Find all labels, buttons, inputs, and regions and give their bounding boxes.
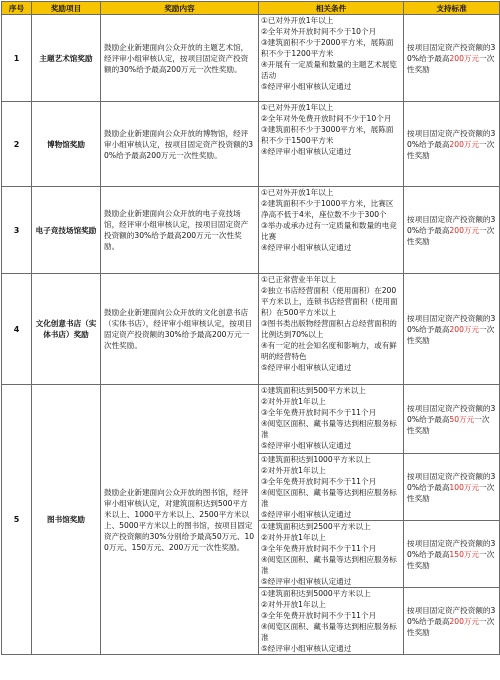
standard-text: 按项目固定资产投资额的30%给予最高 (407, 605, 496, 626)
row-reward-content: 鼓励企业新建面向公众开放的图书馆，经评审小组审核认定，对建筑面积达到500平方米以上、1000平方米以上、2500平方米以上、5000平方米以上的图书馆，按项目固定资产投资额的30%分别给予最高50万元、100万元、150万元、200万元一次性奖励。 (101, 385, 259, 655)
row-support-standard (404, 454, 500, 521)
row-conditions (259, 521, 404, 588)
condition-item: ④经评审小组审核认定通过 (261, 243, 352, 252)
row-conditions (259, 454, 404, 521)
row-support-standard (404, 274, 500, 385)
row-conditions (259, 102, 404, 187)
condition-item: ④阅览区面积、藏书量等达到相应服务标准 (261, 419, 397, 439)
standard-suffix: 一次性奖励 (407, 225, 495, 246)
header-project: 奖励项目 (32, 2, 101, 15)
row-project-name: 主题艺术馆奖励 (32, 15, 101, 102)
table-body (2, 15, 500, 655)
row-conditions (259, 385, 404, 454)
standard-text: 按项目固定资产投资额的30%给予最高 (407, 214, 496, 235)
standard-text: 按项目固定资产投资额的30%给予最高 (407, 42, 496, 63)
condition-item: ③全年免费开放时间不少于11个月 (261, 477, 377, 486)
condition-item: ③建筑面积不少于2000平方米，展陈面积不少于1200平方米 (261, 38, 394, 58)
standard-suffix: 一次性奖励 (407, 414, 490, 435)
condition-item: ①建筑面积达到500平方米以上 (261, 386, 366, 395)
condition-item: ①建筑面积达到2500平方米以上 (261, 522, 371, 531)
standard-amount: 200万元 (449, 324, 480, 334)
row-support-standard (404, 385, 500, 454)
condition-item: ③举办或承办过有一定质量和数量的电竞比赛 (261, 221, 397, 241)
row-index: 5 (2, 385, 32, 655)
standard-amount: 200万元 (449, 53, 480, 63)
row-conditions (259, 15, 404, 102)
row-reward-content: 鼓励企业新建面向公众开放的文化创意书店（实体书店），经评审小组审核认定，按项目固定资产投资额的30%给予最高200万元一次性奖励。 (101, 274, 259, 385)
row-support-standard (404, 102, 500, 187)
standard-text: 按项目固定资产投资额的30%给予最高 (407, 471, 496, 492)
standard-suffix: 一次性奖励 (407, 53, 495, 74)
row-conditions (259, 187, 404, 274)
table-row (2, 102, 500, 187)
condition-item: ④阅览区面积、藏书量等达到相应服务标准 (261, 622, 397, 642)
standard-suffix: 一次性奖励 (407, 616, 495, 637)
condition-item: ③图书类出版物经营面积占总经营面积的比例达到70%以上 (261, 319, 397, 339)
standard-amount: 200万元 (449, 139, 480, 149)
condition-item: ②对外开放1年以上 (261, 466, 326, 475)
row-conditions (259, 588, 404, 655)
table-row (2, 15, 500, 102)
condition-item: ①已对外开放1年以上 (261, 103, 334, 112)
row-support-standard (404, 521, 500, 588)
standard-suffix: 一次性奖励 (407, 549, 495, 570)
condition-item: ②建筑面积不少于1000平方米，比赛区净高不低于4米，座位数不少于300个 (261, 199, 394, 219)
row-reward-content: 鼓励企业新建面向公众开放的主题艺术馆，经评审小组审核认定，按项目固定资产投资额的30%给予最高200万元一次性奖励。 (101, 15, 259, 102)
condition-item: ④有一定的社会知名度和影响力，或有鲜明的经营特色 (261, 341, 397, 361)
condition-item: ③全年免费开放时间不少于11个月 (261, 408, 377, 417)
table-row (2, 274, 500, 385)
standard-amount: 200万元 (449, 225, 480, 235)
condition-item: ②对外开放1年以上 (261, 533, 326, 542)
row-project-name: 电子竞技场馆奖励 (32, 187, 101, 274)
row-reward-content: 鼓励企业新建面向公众开放的电子竞技场馆，经评审小组审核认定，按项目固定资产投资额的30%给予最高200万元一次性奖励。 (101, 187, 259, 274)
condition-item: ⑤经评审小组审核认定通过 (261, 644, 352, 653)
condition-item: ⑤经评审小组审核认定通过 (261, 510, 352, 519)
row-support-standard (404, 588, 500, 655)
condition-item: ④阅览区面积、藏书量等达到相应服务标准 (261, 488, 397, 508)
condition-item: ②对外开放1年以上 (261, 600, 326, 609)
table-row (2, 385, 500, 454)
condition-item: ③建筑面积不少于3000平方米，展陈面积不少于1500平方米 (261, 125, 394, 145)
condition-item: ③全年免费开放时间不少于11个月 (261, 611, 377, 620)
standard-suffix: 一次性奖励 (407, 139, 495, 160)
condition-item: ②对外开放1年以上 (261, 397, 326, 406)
reward-policy-table (1, 1, 500, 655)
condition-item: ①已对外开放1年以上 (261, 188, 334, 197)
row-index: 4 (2, 274, 32, 385)
standard-suffix: 一次性奖励 (407, 482, 495, 503)
row-support-standard (404, 187, 500, 274)
standard-amount: 100万元 (449, 482, 480, 492)
condition-item: ②全年对外免费开放时间不少于10个月 (261, 114, 392, 123)
table-header-row (2, 2, 500, 15)
row-support-standard (404, 15, 500, 102)
table-row (2, 187, 500, 274)
condition-item: ③全年免费开放时间不少于11个月 (261, 544, 377, 553)
row-project-name: 文化创意书店（实体书店）奖励 (32, 274, 101, 385)
standard-amount: 200万元 (449, 616, 480, 626)
standard-text: 按项目固定资产投资额的30%给予最高 (407, 403, 496, 424)
row-conditions (259, 274, 404, 385)
row-index: 2 (2, 102, 32, 187)
row-project-name: 博物馆奖励 (32, 102, 101, 187)
condition-item: ⑤经评审小组审核认定通过 (261, 441, 352, 450)
header-conditions: 相关条件 (259, 2, 404, 15)
row-reward-content: 鼓励企业新建面向公众开放的博物馆，经评审小组审核认定，按项目固定资产投资额的30%给予最高200万元一次性奖励。 (101, 102, 259, 187)
condition-item: ⑤经评审小组审核认定通过 (261, 82, 352, 91)
condition-item: ②全年对外开放时间不少于10个月 (261, 27, 377, 36)
standard-text: 按项目固定资产投资额的30%给予最高 (407, 128, 496, 149)
condition-item: ①已正常营业半年以上 (261, 275, 337, 284)
row-index: 1 (2, 15, 32, 102)
standard-text: 按项目固定资产投资额的30%给予最高 (407, 538, 496, 559)
condition-item: ①建筑面积达到1000平方米以上 (261, 455, 371, 464)
condition-item: ④阅览区面积、藏书量等达到相应服务标准 (261, 555, 397, 575)
standard-amount: 150万元 (449, 549, 480, 559)
condition-item: ②独立书店经营面积（使用面积）在200平方米以上，连锁书店经营面积（使用面积）在500平方米以上 (261, 286, 398, 317)
condition-item: ①建筑面积达到5000平方米以上 (261, 589, 371, 598)
header-content: 奖励内容 (101, 2, 259, 15)
standard-suffix: 一次性奖励 (407, 324, 495, 345)
condition-item: ④经评审小组审核认定通过 (261, 147, 352, 156)
header-standard: 支持标准 (404, 2, 500, 15)
row-index: 3 (2, 187, 32, 274)
condition-item: ④开展有一定质量和数量的主题艺术展览活动 (261, 60, 397, 80)
condition-item: ⑤经评审小组审核认定通过 (261, 363, 352, 372)
header-index: 序号 (2, 2, 32, 15)
condition-item: ①已对外开放1年以上 (261, 16, 334, 25)
row-project-name: 图书馆奖励 (32, 385, 101, 655)
standard-text: 按项目固定资产投资额的30%给予最高 (407, 313, 496, 334)
condition-item: ⑤经评审小组审核认定通过 (261, 577, 352, 586)
standard-amount: 50万元 (449, 414, 475, 424)
